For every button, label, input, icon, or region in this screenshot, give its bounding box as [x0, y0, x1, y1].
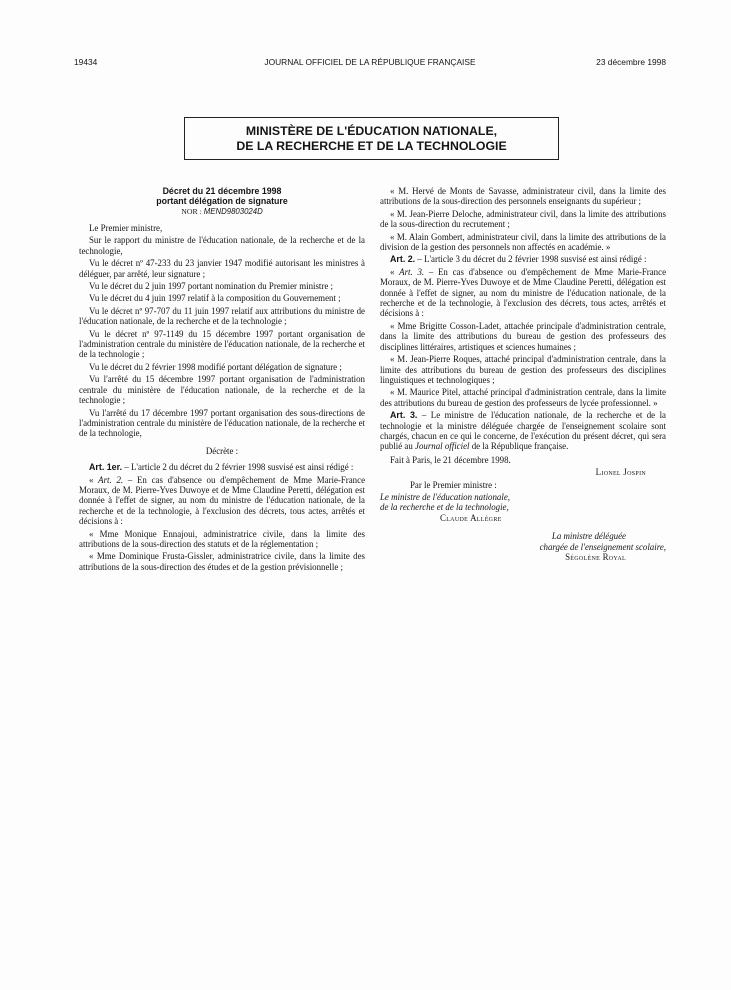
delegate-title: [380, 531, 666, 541]
ministry-heading-box: [184, 117, 559, 160]
article-1-label: Art. 1er.: [89, 462, 123, 473]
by-prime-minister: Par le Premier ministre :: [410, 479, 497, 490]
nor-reference: [79, 207, 365, 216]
left-column: [79, 186, 365, 574]
minister-title-line2: de la recherche et de la technologie,: [380, 502, 509, 513]
visa-paragraph: Le Premier ministre,: [89, 223, 163, 233]
article-3-quoted-text: – En cas d'absence ou d'empêchement de Mme Marie-France Moraux, de M. Pierre-Yves Duwoye et de Mme Claudine Peretti, délégation est donnée à l'effet de signer, au nom du ministre de l'éducation nationale, de la recherche et de la technologie, à l'exclusion des décrets, tous actes, arrêtés et décisions à :: [380, 266, 667, 319]
article-1-text: – L'article 2 du décret du 2 février 1998 susvisé est ainsi rédigé :: [122, 462, 354, 473]
delegate-item: « Mme Brigitte Cosson-Ladet, attachée principale d'administration centrale, dans la limite des attributions du bureau de gestion des professeurs des disciplines littéraires, artistiques et sciences humaines ;: [380, 320, 666, 352]
article-2-body: – L'article 3 du décret du 2 février 1998 susvisé est ainsi rédigé :: [415, 254, 647, 265]
article-2-text: – En cas d'absence ou d'empêchement de Mme Marie-France Moraux, de M. Pierre-Yves Duwoye et de Mme Claudine Peretti, délégation est donnée à l'effet de signer, au nom du ministre de l'éducation nationale, de la recherche et de la technologie, à l'exclusion des décrets, tous actes, arrêtés et décisions à :: [79, 474, 366, 527]
signer-prime-minister: [380, 467, 666, 477]
visa-paragraph: Vu l'arrêté du 17 décembre 1997 portant organisation des sous-directions de l'administration centrale du ministère de l'éducation nationale, de la recherche et de la technologie,: [79, 407, 365, 439]
delegate-item: « M. Alain Gombert, administrateur civil, dans la limite des attributions de la division de la gestion des personnels non affectés en académie. »: [380, 231, 666, 253]
article-3-quoted: [380, 267, 666, 319]
delegate-item: « M. Jean-Pierre Deloche, administrateur civil, dans la limite des attributions de la sous-direction du recrutement ;: [380, 208, 666, 230]
decree-title-line2: portant délégation de signature: [156, 196, 288, 206]
article-3-label: Art. 3.: [390, 410, 418, 421]
signer-name: Claude Allègre: [440, 512, 502, 523]
delegate-item: « M. Hervé de Monts de Savasse, administrateur civil, dans la limite des attributions de la sous-direction des personnels enseignants du supérieur ;: [380, 186, 666, 207]
minister-title: [380, 492, 666, 502]
visa-paragraph: Vu le décret du 2 juin 1997 portant nomination du Premier ministre ;: [89, 281, 333, 292]
article-1: [79, 462, 365, 472]
article-2: [380, 254, 666, 264]
visa-paragraph: Vu le décret nº 47-233 du 23 janvier 1947 modifié autorisant les ministres à déléguer, par arrêté, leur signature ;: [79, 258, 365, 279]
delegate-item: « Mme Monique Ennajoui, administratrice civile, dans la limite des attributions de la sous-direction des statuts et de la réglementation ;: [79, 528, 365, 549]
quote-mark: «: [89, 474, 99, 485]
article-3: [380, 410, 666, 452]
delegate-item: « M. Maurice Pitel, attaché principal d'administration centrale, dans la limite des attributions du bureau de gestion des professeurs de lycée professionnel. »: [380, 387, 666, 408]
nor-code: MEND9803024D: [203, 207, 263, 216]
journal-title: JOURNAL OFFICIEL DE LA RÉPUBLIQUE FRANÇAISE: [264, 57, 476, 67]
article-3-body-b: de la République française.: [469, 441, 569, 452]
ministry-heading-line2: DE LA RECHERCHE ET DE LA TECHNOLOGIE: [236, 139, 507, 153]
decree-title-line1: Décret du 21 décembre 1998: [162, 186, 282, 196]
signer-name: Ségolène Royal: [565, 552, 626, 562]
done-at: Fait à Paris, le 21 décembre 1998.: [390, 454, 511, 465]
page-number: 19434: [74, 57, 98, 67]
minister-title-line1: Le ministre de l'éducation nationale,: [380, 491, 510, 502]
visa-paragraph: Vu le décret nº 97-1149 du 15 décembre 1997 portant organisation de l'administration centrale du ministère de l'éducation nationale, de la recherche et de la technologie ;: [79, 328, 365, 360]
article-3-body-a: – Le ministre de l'éducation nationale, de la recherche et de la technologie et la ministre déléguée chargée de l'enseignement scolaire sont chargés, chacun en ce qui le concerne, de l'exécution du présent décret, qui sera publié au: [380, 410, 666, 452]
delegate-item: « M. Jean-Pierre Roques, attaché principal d'administration centrale, dans la limite des attributions du bureau de gestion des professeurs des disciplines linguistiques et technologiques ;: [380, 354, 666, 385]
issue-date: 23 décembre 1998: [596, 57, 666, 67]
delegate-title: [380, 542, 666, 552]
decrete-heading: Décrète :: [205, 445, 239, 456]
ministry-heading-line1: MINISTÈRE DE L'ÉDUCATION NATIONALE,: [245, 124, 498, 138]
page-header: [74, 57, 666, 71]
delegate-title-line1: La ministre déléguée: [551, 531, 626, 542]
article-2-italic-label: Art. 2.: [98, 474, 124, 485]
signer-name: Lionel Jospin: [595, 467, 646, 478]
visa-paragraph: Vu le décret nº 97-707 du 11 juin 1997 relatif aux attributions du ministre de l'éducation nationale, de la recherche et de la technologie ;: [79, 305, 365, 327]
delegate-item: « Mme Dominique Frusta-Gissler, administratrice civile, dans la limite des attributions de la sous-direction des études et de la gestion prévisionnelle ;: [79, 551, 365, 572]
article-3-italic-label: Art. 3.: [399, 266, 425, 277]
journal-officiel-italic: Journal officiel: [415, 441, 470, 452]
nor-label: NOR :: [181, 207, 202, 216]
signer-delegate: [380, 552, 666, 562]
signer-minister: [380, 513, 666, 523]
delegate-title-line2: chargée de l'enseignement scolaire,: [539, 541, 666, 552]
visa-paragraph: Vu le décret du 4 juin 1997 relatif à la composition du Gouvernement ;: [89, 293, 341, 304]
visa-paragraph: Sur le rapport du ministre de l'éducation nationale, de la recherche et de la technologie,: [79, 235, 365, 256]
quote-mark: «: [390, 266, 400, 277]
right-column: [380, 186, 666, 564]
article-2-quoted: [79, 475, 365, 527]
visa-paragraph: Vu le décret du 2 février 1998 modifié portant délégation de signature ;: [89, 361, 342, 372]
minister-title: [380, 502, 666, 512]
visa-paragraph: Vu l'arrêté du 15 décembre 1997 portant organisation de l'administration centrale du ministère de l'éducation nationale, de la recherche et de la technologie ;: [79, 374, 365, 406]
article-2-label: Art. 2.: [390, 254, 416, 265]
